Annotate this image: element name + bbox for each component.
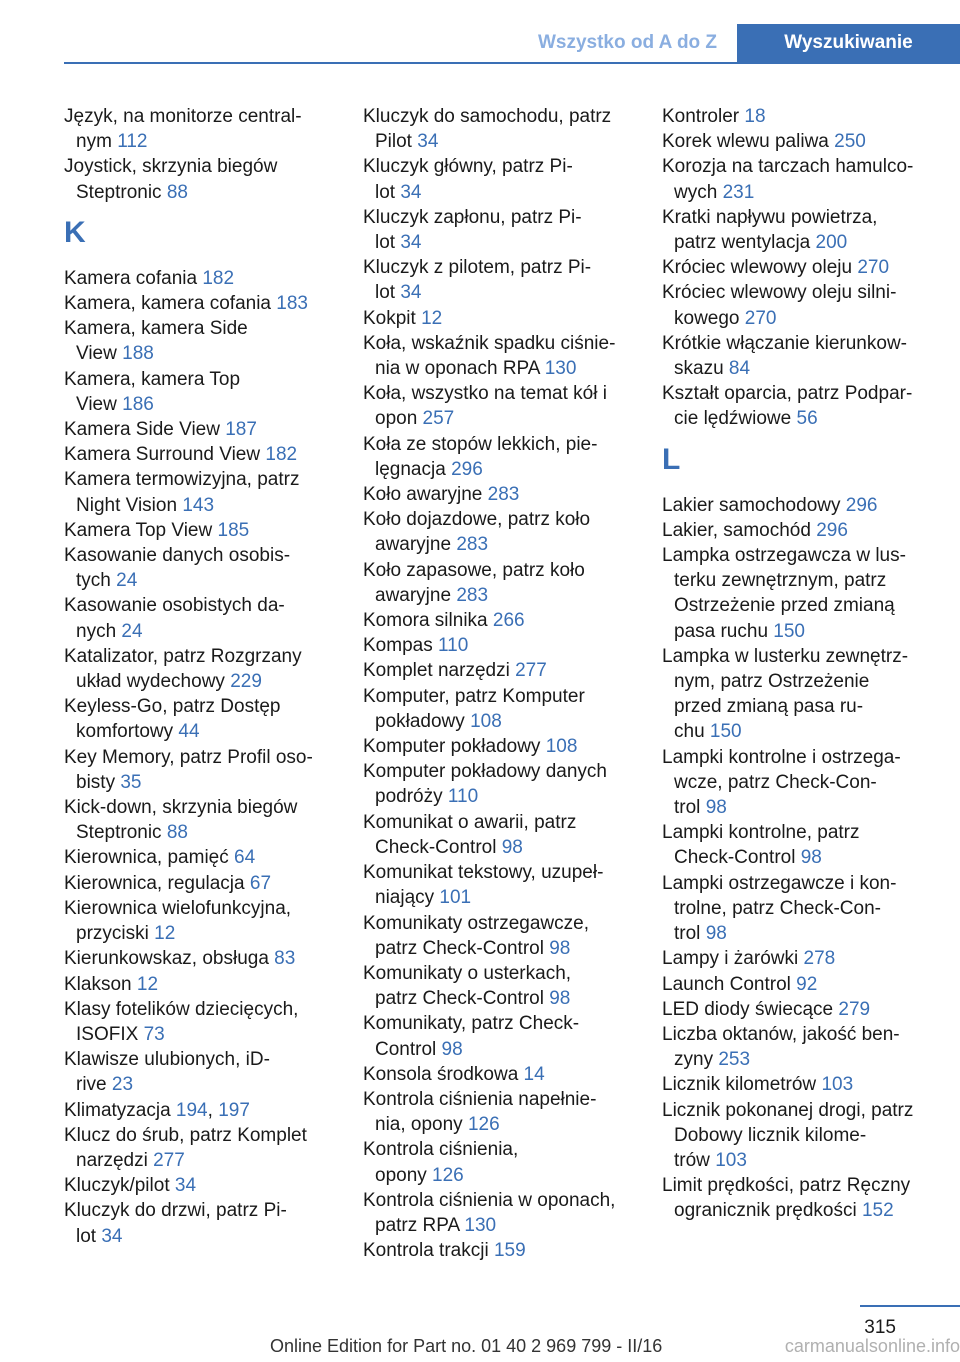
page-link[interactable]: 18 bbox=[744, 106, 766, 127]
index-entry bbox=[363, 507, 631, 557]
index-term: Lampy i żarówki bbox=[662, 948, 804, 970]
index-entry bbox=[363, 1087, 631, 1137]
index-term: Kasowanie danych osobis- tych bbox=[64, 545, 291, 592]
page-link[interactable]: 98 bbox=[705, 797, 727, 819]
index-term: Komunikaty o usterkach, patrz Check-Control bbox=[363, 962, 572, 1010]
index-entry bbox=[363, 482, 631, 507]
page-link[interactable]: 12 bbox=[154, 923, 176, 945]
page-link[interactable]: 108 bbox=[545, 736, 578, 758]
page-link[interactable]: 278 bbox=[803, 948, 836, 970]
index-term: Kamera cofania bbox=[64, 267, 203, 289]
index-term: Limit prędkości, patrz Ręczny ogranicznik prędkości bbox=[662, 1175, 911, 1222]
index-entry bbox=[662, 543, 930, 644]
index-term: Katalizator, patrz Rozgrzany układ wydechowy bbox=[64, 645, 302, 693]
index-entry bbox=[64, 266, 332, 291]
index-term: Koło awaryjne bbox=[363, 484, 488, 506]
index-entry bbox=[64, 104, 332, 154]
page-link[interactable]: 150 bbox=[709, 721, 742, 743]
page-link[interactable]: 277 bbox=[153, 1149, 185, 1171]
page-separator: , bbox=[207, 1099, 219, 1121]
page-link[interactable]: 56 bbox=[796, 408, 818, 430]
index-entry bbox=[363, 154, 631, 204]
index-entry bbox=[662, 205, 930, 255]
index-term: Kamera termowizyjna, patrz Night Vision bbox=[64, 469, 300, 516]
page-link[interactable]: 182 bbox=[202, 267, 235, 289]
index-entry bbox=[363, 1137, 631, 1187]
page-link[interactable]: 110 bbox=[447, 786, 479, 808]
index-term: Lampka ostrzegawcza w lus- terku zewnętrznym, patrz Ostrzeżenie przed zmianą pasa ruchu bbox=[662, 545, 906, 642]
index-term: Komunikaty ostrzegawcze, patrz Check-Control bbox=[363, 912, 589, 959]
page-link[interactable]: 112 bbox=[117, 131, 148, 153]
index-entry bbox=[363, 205, 631, 255]
page-link[interactable]: 296 bbox=[451, 458, 483, 480]
index-entry bbox=[662, 972, 930, 997]
page-link[interactable]: 200 bbox=[815, 232, 848, 254]
index-term: Język, na monitorze central- nym bbox=[64, 106, 302, 153]
index-term: Komunikaty, patrz Check- Control bbox=[363, 1013, 580, 1060]
page-link[interactable]: 279 bbox=[838, 998, 871, 1020]
index-term: Kokpit bbox=[363, 307, 422, 329]
index-entry bbox=[363, 961, 631, 1011]
page-link[interactable]: 34 bbox=[417, 131, 439, 153]
page-link[interactable]: 270 bbox=[744, 307, 777, 329]
index-term: Koła ze stopów lekkich, pie- lęgnacja bbox=[363, 433, 598, 480]
page-link[interactable]: 34 bbox=[101, 1225, 123, 1247]
page-link[interactable]: 296 bbox=[845, 494, 878, 516]
index-term: Koła, wszystko na temat kół i opon bbox=[363, 383, 607, 430]
index-term: Komputer pokładowy bbox=[363, 736, 546, 758]
index-term: Kluczyk/pilot bbox=[64, 1175, 175, 1197]
index-term: Kierownica, regulacja bbox=[64, 872, 250, 894]
index-term: Lakier samochodowy bbox=[662, 494, 846, 516]
index-entry bbox=[662, 129, 930, 154]
index-entry bbox=[363, 104, 631, 154]
index-entry bbox=[64, 442, 332, 467]
page-link[interactable]: 12 bbox=[136, 973, 159, 995]
index-term: Lampki kontrolne, patrz Check-Control bbox=[662, 822, 860, 869]
index-entry bbox=[662, 255, 930, 280]
index-entry bbox=[662, 493, 930, 518]
index-entry bbox=[363, 1188, 631, 1238]
index-entry bbox=[363, 255, 631, 305]
index-entry bbox=[64, 871, 332, 896]
page-link[interactable]: 253 bbox=[718, 1049, 751, 1071]
index-term: Klimatyzacja bbox=[64, 1099, 176, 1121]
index-term: Korek wlewu paliwa bbox=[662, 131, 835, 153]
page-link[interactable]: 283 bbox=[487, 484, 520, 506]
index-entry bbox=[64, 1173, 332, 1198]
index-term: Komunikat tekstowy, uzupeł- niający bbox=[363, 862, 604, 909]
index-entry bbox=[363, 734, 631, 759]
index-entry bbox=[64, 154, 332, 204]
index-term: Lakier, samochód bbox=[662, 519, 817, 541]
index-entry bbox=[64, 316, 332, 366]
index-entry bbox=[64, 291, 332, 316]
index-entry bbox=[662, 518, 930, 543]
index-term: Joystick, skrzynia biegów Steptronic bbox=[64, 156, 278, 203]
index-term: Koło zapasowe, patrz koło awaryjne bbox=[363, 559, 585, 606]
index-column-1 bbox=[64, 104, 332, 1249]
page-link[interactable]: 152 bbox=[861, 1200, 894, 1222]
index-term: Klakson bbox=[64, 973, 137, 995]
page-link[interactable]: 98 bbox=[549, 988, 571, 1010]
index-entry bbox=[64, 1047, 332, 1097]
page-link[interactable]: 34 bbox=[400, 232, 422, 254]
page-link[interactable]: 103 bbox=[821, 1074, 854, 1096]
index-term: Kluczyk do samochodu, patrz Pilot bbox=[363, 106, 612, 153]
index-entry bbox=[64, 946, 332, 971]
page-link[interactable]: 24 bbox=[116, 570, 138, 592]
page-link[interactable]: 182 bbox=[265, 444, 298, 466]
index-term: Kasowanie osobistych da- nych bbox=[64, 595, 285, 642]
index-term: Konsola środkowa bbox=[363, 1063, 524, 1085]
index-term: Kluczyk główny, patrz Pi- lot bbox=[363, 156, 573, 203]
watermark: carmanualsonline.info bbox=[784, 1336, 960, 1356]
index-term: Kamera Top View bbox=[64, 519, 218, 541]
page-link[interactable]: 187 bbox=[225, 419, 257, 441]
index-entry bbox=[662, 1098, 930, 1174]
index-entry bbox=[363, 331, 631, 381]
index-term: Koła, wskaźnik spadku ciśnie- nia w oponach RPA bbox=[363, 332, 616, 380]
index-term: Key Memory, patrz Profil oso- bisty bbox=[64, 746, 313, 793]
index-term: Kratki napływu powietrza, patrz wentylacja bbox=[662, 206, 878, 254]
index-entry bbox=[64, 367, 332, 417]
page-link[interactable]: 83 bbox=[274, 948, 296, 970]
index-entry bbox=[64, 972, 332, 997]
index-term: Koło dojazdowe, patrz koło awaryjne bbox=[363, 509, 591, 556]
page-link[interactable]: 130 bbox=[544, 358, 577, 380]
index-term: LED diody świecące bbox=[662, 998, 839, 1020]
index-entry bbox=[64, 997, 332, 1047]
index-entry bbox=[363, 759, 631, 809]
index-entry bbox=[64, 896, 332, 946]
index-entry bbox=[662, 997, 930, 1022]
index-term: Krótkie włączanie kierunkow- skazu bbox=[662, 332, 907, 380]
index-term: Licznik pokonanej drogi, patrz Dobowy licznik kilome- trów bbox=[662, 1099, 914, 1171]
page-link[interactable]: 108 bbox=[470, 710, 502, 732]
header-rule bbox=[64, 62, 960, 64]
page-link[interactable]: 183 bbox=[276, 293, 308, 315]
index-term: Kierownica, pamięć bbox=[64, 847, 235, 869]
index-term: Kamera Surround View bbox=[64, 444, 266, 466]
index-column-2 bbox=[363, 104, 631, 1263]
index-term: Liczba oktanów, jakość ben- zyny bbox=[662, 1023, 900, 1071]
page-link[interactable]: 92 bbox=[796, 973, 818, 995]
page-link[interactable]: 12 bbox=[421, 307, 443, 329]
index-entry bbox=[662, 154, 930, 204]
page-link[interactable]: 98 bbox=[705, 923, 727, 945]
index-term: Keyless-Go, patrz Dostęp komfortowy bbox=[64, 696, 281, 743]
page-link[interactable]: 98 bbox=[501, 836, 523, 858]
index-entry bbox=[363, 1062, 631, 1087]
index-term: Kamera, kamera Side View bbox=[64, 318, 248, 365]
page-number: 315 bbox=[864, 1317, 896, 1338]
page-link[interactable]: 98 bbox=[800, 847, 822, 869]
index-entry bbox=[363, 911, 631, 961]
index-entry bbox=[662, 331, 930, 381]
page-link[interactable]: 270 bbox=[857, 257, 890, 279]
index-column-3 bbox=[662, 104, 930, 1224]
page-link[interactable]: 283 bbox=[456, 584, 489, 606]
index-entry bbox=[363, 381, 631, 431]
index-term: Kamera, kamera Top View bbox=[64, 368, 241, 415]
page-link[interactable]: 98 bbox=[441, 1038, 463, 1060]
index-entry bbox=[64, 745, 332, 795]
index-entry bbox=[662, 946, 930, 971]
index-entry bbox=[64, 543, 332, 593]
index-entry bbox=[64, 1198, 332, 1248]
index-term: Komunikat o awarii, patrz Check-Control bbox=[363, 811, 577, 858]
page-link[interactable]: 229 bbox=[230, 671, 262, 693]
index-entry bbox=[662, 1072, 930, 1097]
index-term: Klucz do śrub, patrz Komplet narzędzi bbox=[64, 1124, 307, 1171]
index-entry bbox=[363, 608, 631, 633]
index-entry bbox=[363, 432, 631, 482]
page-link[interactable]: 143 bbox=[182, 494, 215, 516]
index-term: Kontrola ciśnienia, opony bbox=[363, 1139, 519, 1186]
index-term: Kluczyk z pilotem, patrz Pi- lot bbox=[363, 257, 592, 304]
index-entry bbox=[363, 306, 631, 331]
footer-rule bbox=[860, 1305, 960, 1307]
index-entry bbox=[662, 280, 930, 330]
page-link[interactable]: 103 bbox=[715, 1149, 747, 1171]
page-link[interactable]: 24 bbox=[121, 620, 143, 642]
page-link[interactable]: 126 bbox=[432, 1164, 464, 1186]
page-link[interactable]: 130 bbox=[464, 1214, 497, 1236]
page-link[interactable]: 64 bbox=[234, 847, 256, 869]
index-entry bbox=[64, 593, 332, 643]
index-term: Kontrola ciśnienia w oponach, patrz RPA bbox=[363, 1189, 616, 1236]
index-term: Klasy fotelików dziecięcych, ISOFIX bbox=[64, 998, 299, 1045]
page-link[interactable]: 110 bbox=[437, 635, 469, 657]
section-letter: K bbox=[64, 215, 86, 249]
index-term: Launch Control bbox=[662, 973, 797, 995]
index-term: Komora silnika bbox=[363, 610, 493, 632]
index-term: Kompas bbox=[363, 635, 438, 657]
index-term: Licznik kilometrów bbox=[662, 1074, 822, 1096]
index-entry bbox=[363, 860, 631, 910]
index-entry bbox=[662, 745, 930, 821]
index-term: Komputer pokładowy danych podróży bbox=[363, 761, 607, 808]
index-entry bbox=[662, 1173, 930, 1223]
index-entry bbox=[662, 871, 930, 947]
index-term: Komputer, patrz Komputer pokładowy bbox=[363, 685, 585, 732]
index-entry bbox=[363, 1011, 631, 1061]
page-link[interactable]: 283 bbox=[456, 534, 489, 556]
page-link[interactable]: 188 bbox=[122, 343, 154, 365]
tab-search[interactable]: Wyszukiwanie bbox=[737, 24, 960, 62]
index-term: Króciec wlewowy oleju bbox=[662, 257, 858, 279]
index-entry bbox=[363, 684, 631, 734]
page-link[interactable]: 194 bbox=[175, 1099, 208, 1121]
page-link[interactable]: 257 bbox=[422, 408, 455, 430]
index-entry bbox=[363, 810, 631, 860]
index-term: Lampki kontrolne i ostrzega- wcze, patrz Check-Con- trol bbox=[662, 746, 901, 819]
page-link[interactable]: 23 bbox=[111, 1074, 134, 1096]
index-entry bbox=[363, 558, 631, 608]
index-term: Kierownica wielofunkcyjna, przyciski bbox=[64, 897, 292, 945]
page-link[interactable]: 34 bbox=[174, 1175, 197, 1197]
index-term: Lampki ostrzegawcze i kon- trolne, patrz Check-Con- trol bbox=[662, 872, 897, 945]
tab-all-a-to-z[interactable]: Wszystko od A do Z bbox=[520, 24, 735, 62]
index-term: Kontroler bbox=[662, 106, 745, 127]
page-link[interactable]: 266 bbox=[492, 610, 525, 632]
index-term: Kształt oparcia, patrz Podpar- cie lędźwiowe bbox=[662, 383, 913, 430]
index-entry bbox=[64, 1123, 332, 1173]
index-entry bbox=[64, 694, 332, 744]
page-link[interactable]: 101 bbox=[439, 887, 472, 909]
page-link[interactable]: 197 bbox=[218, 1099, 250, 1121]
page-link[interactable]: 277 bbox=[515, 660, 547, 682]
index-entry bbox=[64, 845, 332, 870]
page-link[interactable]: 98 bbox=[549, 937, 571, 959]
page-link[interactable]: 44 bbox=[178, 721, 200, 743]
index-term: Kluczyk do drzwi, patrz Pi- lot bbox=[64, 1200, 287, 1247]
index-term: Kierunkowskaz, obsługa bbox=[64, 948, 275, 970]
index-entry bbox=[662, 104, 930, 129]
index-entry bbox=[64, 467, 332, 517]
index-term: Kamera, kamera cofania bbox=[64, 293, 277, 315]
page-link[interactable]: 296 bbox=[816, 519, 848, 541]
index-entry bbox=[64, 518, 332, 543]
page-link[interactable]: 159 bbox=[493, 1240, 526, 1262]
page-link[interactable]: 84 bbox=[728, 358, 751, 380]
page-link[interactable]: 14 bbox=[523, 1063, 545, 1085]
page-link[interactable]: 126 bbox=[467, 1114, 500, 1136]
index-entry bbox=[662, 381, 930, 431]
index-entry bbox=[363, 658, 631, 683]
page-link[interactable]: 185 bbox=[217, 519, 250, 541]
index-term: Komplet narzędzi bbox=[363, 660, 516, 682]
index-entry bbox=[64, 1098, 332, 1123]
index-entry bbox=[662, 1022, 930, 1072]
index-term: Klawisze ulubionych, iD- rive bbox=[64, 1049, 270, 1096]
index-entry bbox=[662, 820, 930, 870]
page-link[interactable]: 34 bbox=[400, 282, 422, 304]
page-link[interactable]: 231 bbox=[722, 181, 755, 203]
index-entry bbox=[363, 1238, 631, 1263]
index-term: Kluczyk zapłonu, patrz Pi- lot bbox=[363, 206, 582, 254]
page-link[interactable]: 186 bbox=[122, 393, 154, 415]
page-link[interactable]: 250 bbox=[834, 131, 866, 153]
page-link[interactable]: 67 bbox=[249, 872, 272, 894]
index-term: Kontrola ciśnienia napełnie- nia, opony bbox=[363, 1088, 597, 1136]
index-entry bbox=[363, 633, 631, 658]
index-term: Kick-down, skrzynia biegów Steptronic bbox=[64, 797, 298, 844]
page-link[interactable]: 34 bbox=[400, 181, 422, 203]
page-link[interactable]: 88 bbox=[166, 822, 188, 844]
page-link[interactable]: 88 bbox=[166, 181, 188, 203]
index-term: Lampka w lusterku zewnętrz- nym, patrz Ostrzeżenie przed zmianą pasa ru- chu bbox=[662, 645, 909, 743]
index-entry bbox=[64, 417, 332, 442]
index-term: Króciec wlewowy oleju silni- kowego bbox=[662, 282, 897, 329]
index-entry bbox=[64, 644, 332, 694]
index-entry bbox=[662, 644, 930, 745]
index-entry bbox=[64, 795, 332, 845]
page-link[interactable]: 73 bbox=[143, 1023, 165, 1045]
index-term: Kamera Side View bbox=[64, 419, 226, 441]
edition-note: Online Edition for Part no. 01 40 2 969 799 - II/16 bbox=[270, 1336, 663, 1356]
index-term: Kontrola trakcji bbox=[363, 1240, 494, 1262]
section-letter: L bbox=[662, 442, 681, 476]
index-term: Korozja na tarczach hamulco- wych bbox=[662, 156, 914, 203]
page-link[interactable]: 35 bbox=[120, 771, 142, 793]
page-link[interactable]: 150 bbox=[773, 620, 805, 642]
